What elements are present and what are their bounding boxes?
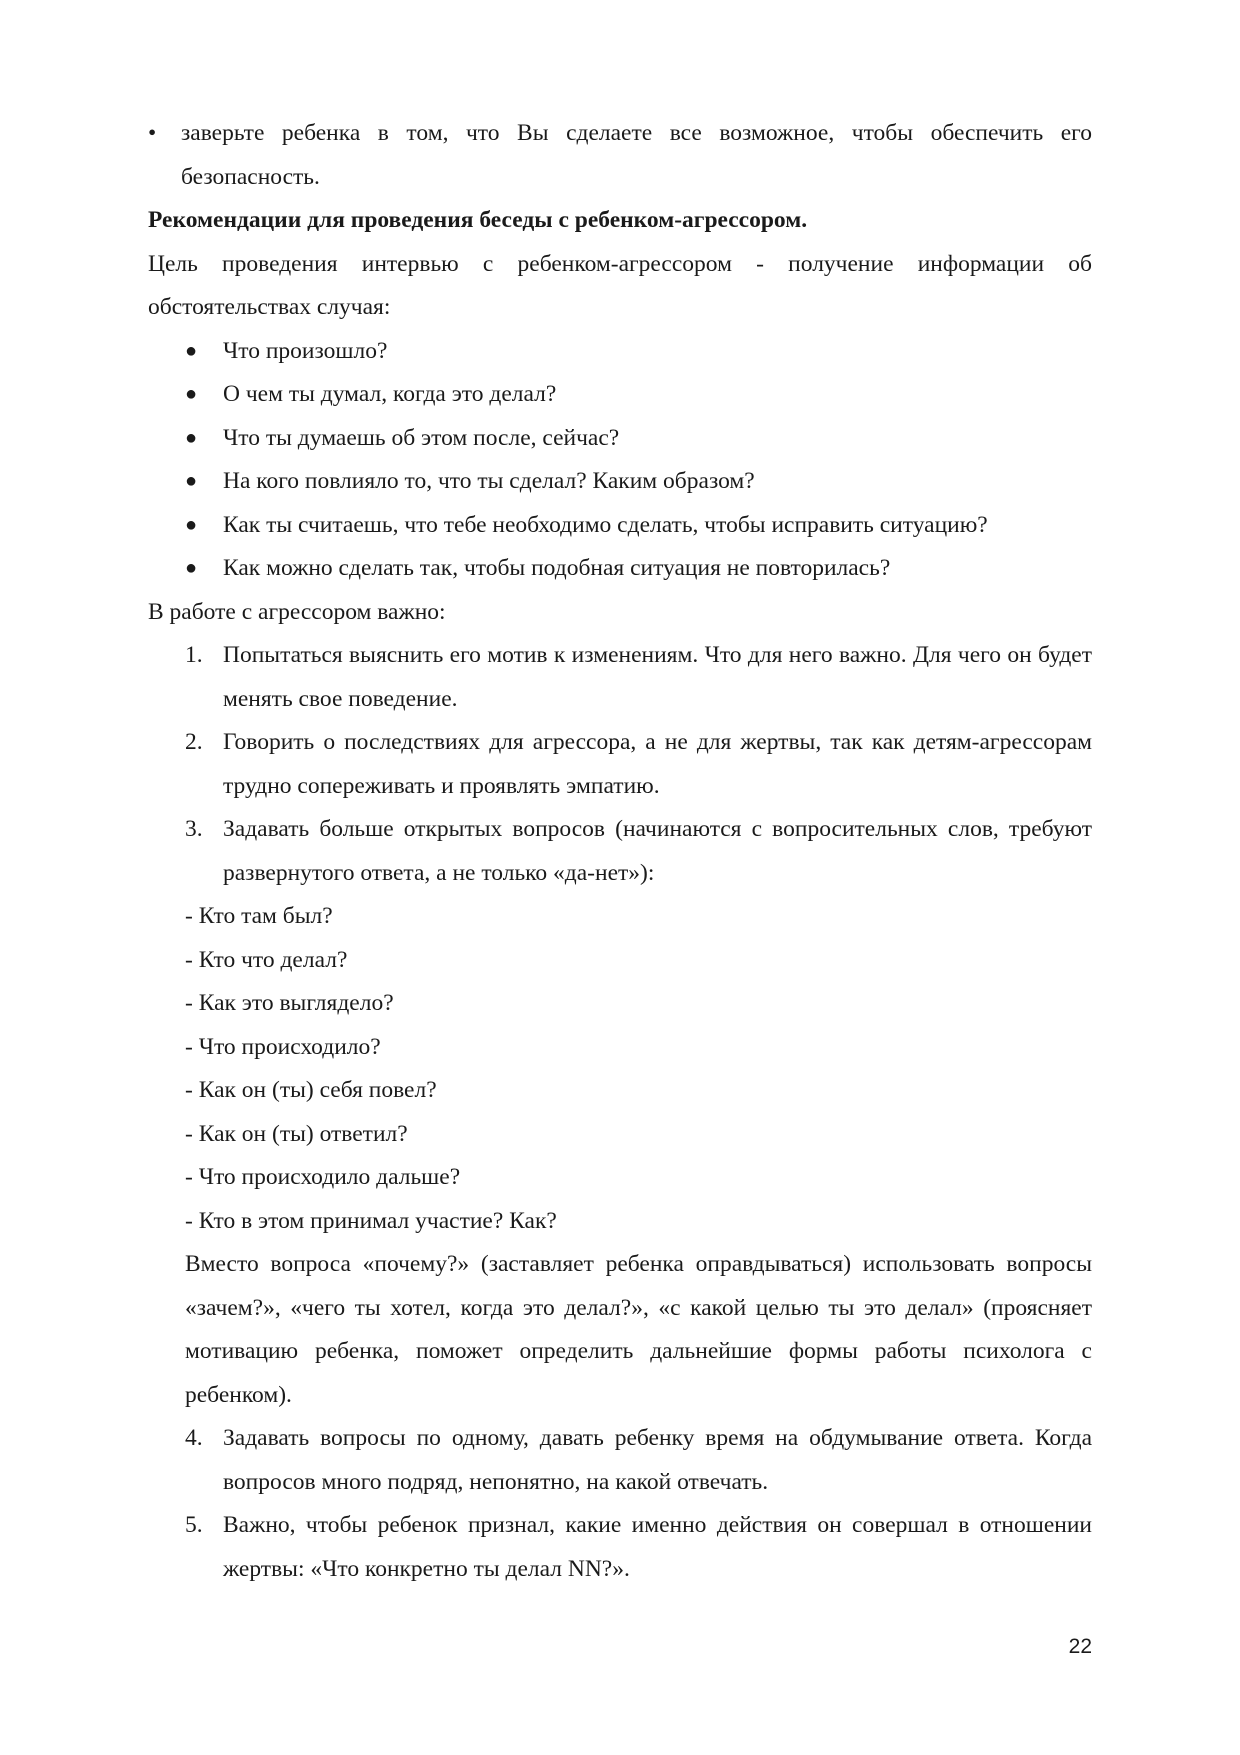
list-item: ● О чем ты думал, когда это делал? xyxy=(148,373,1092,417)
list-item: 4. Задавать вопросы по одному, давать ребенку время на обдумывание ответа. Когда вопросов много подряд, непонятно, на какой отвечать. xyxy=(185,1425,1092,1495)
list-item: - Как он (ты) ответил? xyxy=(185,1120,408,1147)
bullet-icon: ● xyxy=(185,470,198,492)
bullet-icon: ● xyxy=(185,383,198,405)
steps-list-part1 xyxy=(148,634,1092,895)
list-item: ● Как можно сделать так, чтобы подобная ситуация не повторилась? xyxy=(148,547,1092,591)
list-item: ● На кого повлияло то, что ты сделал? Каким образом? xyxy=(148,460,1092,504)
list-item: - Как это выглядело? xyxy=(185,990,394,1016)
list-item: 5. Важно, чтобы ребенок признал, какие именно действия он совершал в отношении жертвы: «Что конкретно ты делал NN?». xyxy=(185,1512,1092,1582)
list-item: 1. Попытаться выяснить его мотив к изменениям. Что для него важно. Для чего он будет менять свое поведение. xyxy=(185,642,1092,712)
important-intro: В работе с агрессором важно: xyxy=(148,598,446,625)
list-item: - Кто там был? xyxy=(185,903,333,929)
list-item: 3. Задавать больше открытых вопросов (начинаются с вопросительных слов, требуют развернутого ответа, а не только «да-нет»): xyxy=(185,816,1092,886)
bullet-icon: ● xyxy=(185,513,198,536)
questions-list xyxy=(148,330,1092,591)
bullet-mark: • xyxy=(148,120,157,146)
bullet-icon: ● xyxy=(185,339,198,362)
document-page xyxy=(148,112,1092,1591)
list-item: - Кто что делал? xyxy=(185,946,348,973)
list-item: ● Как ты считаешь, что тебе необходимо сделать, чтобы исправить ситуацию? xyxy=(148,504,1092,548)
goal-paragraph: Цель проведения интервью с ребенком-агрессором - получение информации об обстоятельствах случая: xyxy=(148,250,1092,320)
list-item: - Кто в этом принимал участие? Как? xyxy=(185,1207,557,1234)
steps-list-part2 xyxy=(148,1417,1092,1591)
intro-bullet-text: заверьте ребенка в том, что Вы сделаете все возможное, чтобы обеспечить его безопасность. xyxy=(181,120,1092,190)
bullet-icon: ● xyxy=(185,557,198,579)
list-item: - Что происходило? xyxy=(185,1033,381,1060)
section-heading: Рекомендации для проведения беседы с ребенком-агрессором. xyxy=(148,207,808,233)
list-item: 2. Говорить о последствиях для агрессора, а не для жертвы, так как детям-агрессорам трудно сопереживать и проявлять эмпатию. xyxy=(185,729,1092,799)
page-number: 22 xyxy=(1068,1635,1092,1658)
list-item: ● Что ты думаешь об этом после, сейчас? xyxy=(148,417,1092,461)
open-questions-list xyxy=(148,895,1092,1243)
list-item: - Как он (ты) себя повел? xyxy=(185,1077,437,1103)
instead-paragraph: Вместо вопроса «почему?» (заставляет ребенка оправдываться) использовать вопросы «зачем?», «чего ты хотел, когда это делал?», «с какой целью ты это делал» (проясняет мотивацию ребенка, поможет определить дальнейшие формы работы психолога с ребенком). xyxy=(185,1251,1092,1408)
list-item: ● Что произошло? xyxy=(148,330,1092,374)
bullet-icon: ● xyxy=(185,426,198,449)
intro-bullet-paragraph xyxy=(148,112,1092,199)
list-item: - Что происходило дальше? xyxy=(185,1164,461,1190)
